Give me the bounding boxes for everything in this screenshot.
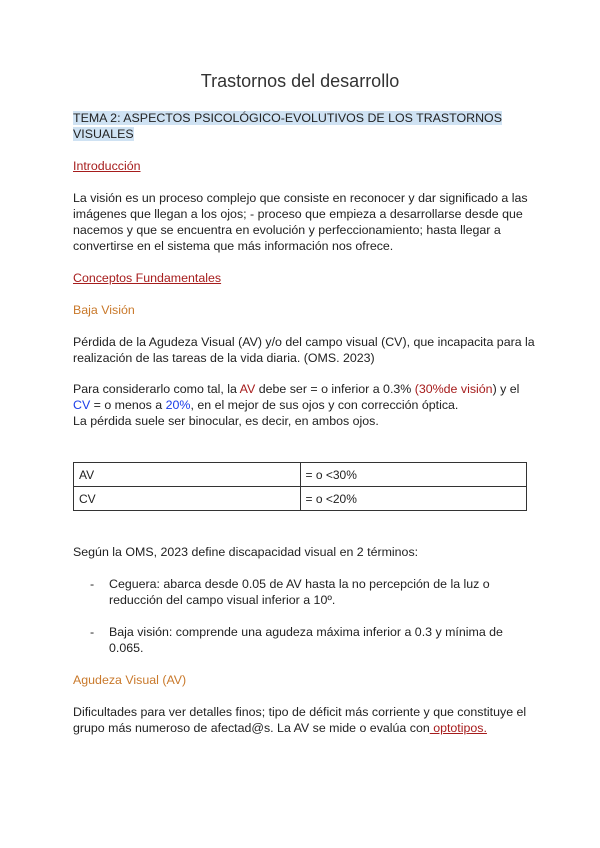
text-line: convertirse en el sistema que más información nos ofrece. [73, 239, 394, 253]
percent-highlight: 20% [165, 398, 191, 412]
dificultades-paragraph [73, 704, 526, 736]
table-cell: AV [74, 463, 301, 487]
text-line: La visión es un proceso complejo que consiste en reconocer y dar significado a las [73, 191, 528, 205]
segun-paragraph: Según la OMS, 2023 define discapacidad visual en 2 términos: [73, 545, 419, 559]
text-line: Baja visión: comprende una agudeza máxima inferior a 0.3 y mínima de [109, 625, 503, 639]
tema-line: VISUALES [73, 127, 134, 141]
optotipos-link[interactable]: optotipos. [429, 721, 487, 735]
agudeza-heading: Agudeza Visual (AV) [73, 673, 187, 687]
text-line: realización de las tareas de la vida diaria. (OMS. 2023) [73, 351, 375, 365]
text-line: Pérdida de la Agudeza Visual (AV) y/o del campo visual (CV), que incapacita para la [73, 335, 535, 349]
text-line: nacemos y que se encuentra en evolución y perfeccionamiento; hasta llegar a [73, 223, 501, 237]
text: ) y el [492, 382, 520, 396]
text-line: 0.065. [109, 641, 144, 655]
text-line: reducción del campo visual inferior a 10º. [109, 593, 336, 607]
table-row [74, 487, 527, 511]
av-highlight: AV [239, 382, 256, 396]
text: debe ser = o inferior a 0.3% [255, 382, 415, 396]
text: Para considerarlo como tal, la [73, 382, 240, 396]
table-cell: = o <20% [300, 487, 527, 511]
list-item [109, 624, 503, 656]
bullet-marker: - [90, 625, 95, 639]
intro-paragraph [73, 190, 528, 254]
intro-heading[interactable]: Introducción [73, 159, 141, 173]
perdida-paragraph [73, 334, 535, 366]
criteria-table [73, 462, 527, 511]
cv-highlight: CV [73, 398, 91, 412]
text: = o menos a [90, 398, 166, 412]
tema-heading [73, 110, 502, 142]
table-cell: = o <30% [300, 463, 527, 487]
table-cell: CV [74, 487, 301, 511]
table-row [74, 463, 527, 487]
list-item [109, 576, 490, 608]
considerar-paragraph [73, 381, 519, 429]
text: grupo más numeroso de afectad@s. La AV se mide o evalúa con [73, 721, 430, 735]
text-line: Ceguera: abarca desde 0.05 de AV hasta la no percepción de la luz o [109, 577, 490, 591]
document-title: Trastornos del desarrollo [200, 71, 400, 91]
baja-vision-heading: Baja Visión [73, 303, 135, 317]
text-line: imágenes que llegan a los ojos; - proceso que empieza a desarrollarse desde que [73, 207, 523, 221]
tema-line: TEMA 2: ASPECTOS PSICOLÓGICO-EVOLUTIVOS DE LOS TRASTORNOS [73, 111, 502, 125]
conceptos-heading[interactable]: Conceptos Fundamentales [73, 271, 222, 285]
percent-highlight: (30%de visión [414, 382, 493, 396]
text-line: La pérdida suele ser binocular, es decir, en ambos ojos. [73, 414, 379, 428]
text-line: Dificultades para ver detalles finos; tipo de déficit más corriente y que constituye el [73, 705, 527, 719]
bullet-marker: - [90, 577, 95, 591]
text: , en el mejor de sus ojos y con corrección óptica. [190, 398, 459, 412]
